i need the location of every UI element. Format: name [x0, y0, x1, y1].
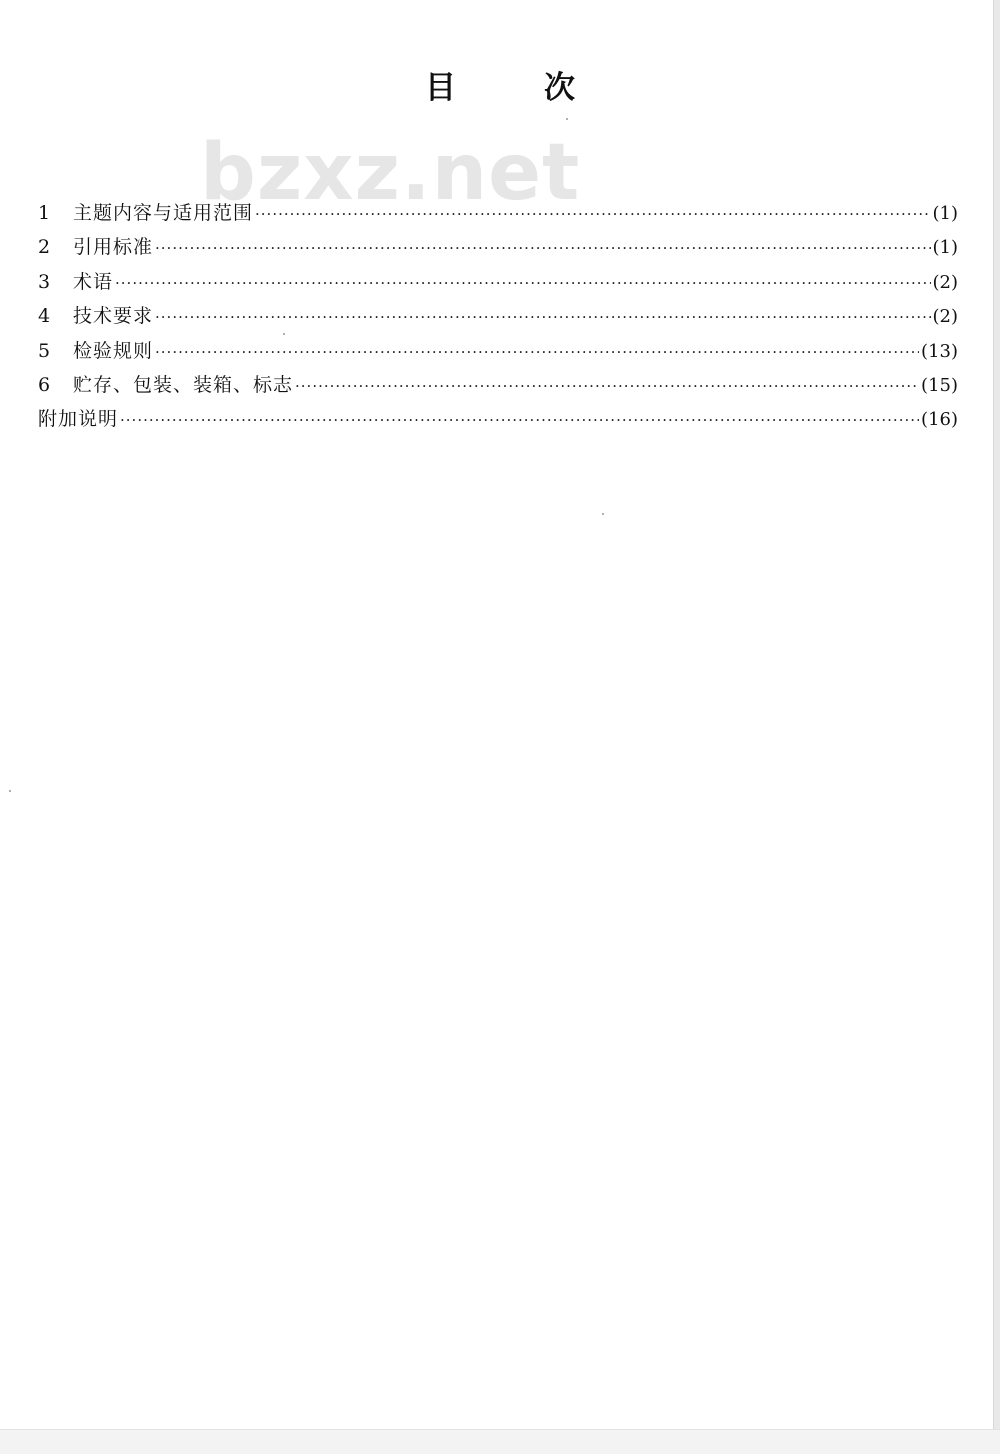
- toc-entry[interactable]: [38, 336, 958, 370]
- dot-leader: [155, 239, 930, 257]
- scan-speck: [566, 118, 568, 120]
- dot-leader: [295, 377, 919, 395]
- toc-label: 贮存、包装、装箱、标志: [73, 373, 294, 396]
- toc-page: (16): [921, 409, 958, 431]
- toc-number: 3: [38, 270, 51, 293]
- toc-label: 主题内容与适用范围: [73, 202, 254, 224]
- toc-label: 引用标准: [73, 236, 154, 259]
- toc-entry[interactable]: [38, 404, 958, 438]
- page-bottom-edge: [0, 1429, 1000, 1454]
- page-title: [0, 62, 1000, 107]
- toc-entry[interactable]: [38, 370, 958, 404]
- toc-label: 检验规则: [73, 339, 154, 362]
- toc-entry[interactable]: [38, 301, 958, 335]
- toc-number: 6: [38, 373, 51, 396]
- dot-leader: [155, 343, 919, 361]
- title-char-1: 目: [425, 70, 456, 106]
- table-of-contents: [38, 198, 958, 439]
- toc-entry[interactable]: [38, 198, 958, 232]
- toc-number: 2: [38, 236, 51, 259]
- toc-page: (2): [932, 306, 958, 328]
- toc-page: (1): [932, 203, 958, 224]
- scan-speck: [9, 790, 11, 792]
- dot-leader: [115, 274, 930, 292]
- toc-number: 4: [38, 305, 51, 328]
- toc-label: 术语: [73, 270, 114, 293]
- toc-number: 5: [38, 339, 51, 362]
- toc-page: (2): [932, 271, 958, 293]
- toc-label: 附加说明: [38, 408, 119, 431]
- dot-leader: [255, 205, 930, 223]
- scan-speck: [602, 513, 604, 515]
- page-right-edge: [993, 0, 1000, 1454]
- toc-number: 1: [38, 202, 51, 224]
- scan-speck: [283, 333, 285, 335]
- toc-label: 技术要求: [73, 305, 154, 328]
- title-char-2: 次: [544, 70, 575, 106]
- toc-entry[interactable]: [38, 267, 958, 301]
- watermark: bzxz.net: [200, 128, 581, 218]
- dot-leader: [120, 411, 919, 429]
- toc-page: (15): [921, 374, 958, 396]
- toc-page: (1): [932, 237, 958, 259]
- toc-entry[interactable]: [38, 232, 958, 266]
- toc-page: (13): [921, 340, 958, 362]
- dot-leader: [155, 308, 930, 326]
